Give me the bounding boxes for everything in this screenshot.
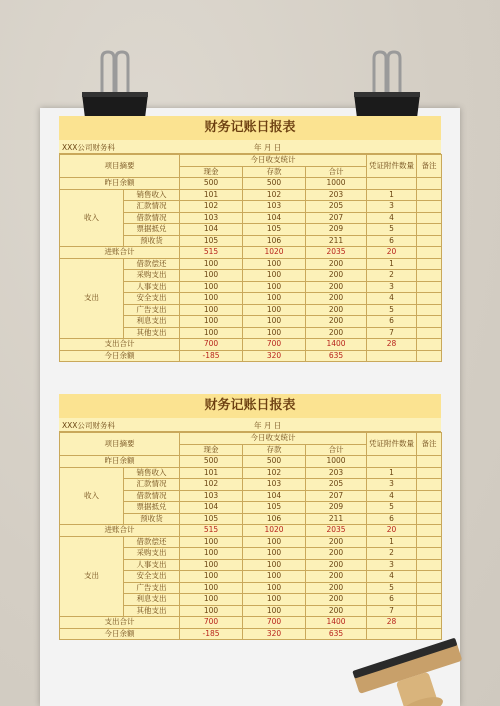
table-cell: 105 [243,502,306,514]
table-cell: 200 [306,258,367,270]
table-cell: 100 [243,281,306,293]
ledger-table [59,432,442,640]
table-cell: 100 [243,293,306,305]
table-cell [417,339,442,351]
table-cell [417,513,442,525]
expense-item-label: 广告支出 [124,304,180,316]
table-cell: 100 [180,605,243,617]
company-name: XXX公司财务科 [62,421,115,430]
table-cell: 105 [180,513,243,525]
table-cell: 100 [180,571,243,583]
table-cell [417,178,442,190]
table-cell [417,559,442,571]
table-cell [417,316,442,328]
today-balance-row [60,350,442,362]
date-label: 年 月 日 [254,143,282,152]
table-cell: 104 [243,490,306,502]
table-cell: 100 [243,548,306,560]
table-cell: 102 [180,201,243,213]
company-name: XXX公司财务科 [62,143,115,152]
table-cell: 100 [243,270,306,282]
table-cell: -185 [180,350,243,362]
table-cell: 100 [180,304,243,316]
table-cell: 200 [306,582,367,594]
table-cell: 6 [367,513,417,525]
header-total: 合计 [306,166,367,178]
table-cell [417,258,442,270]
expense-item-label: 借款偿还 [124,258,180,270]
expense-item-label: 借款偿还 [124,536,180,548]
income-item-label: 票据抵兑 [124,224,180,236]
table-cell: 100 [243,258,306,270]
table-cell: 100 [180,594,243,606]
report-sheet-2 [59,394,441,640]
table-cell [417,247,442,259]
table-cell: 3 [367,281,417,293]
table-cell: 320 [243,350,306,362]
table-cell: 500 [243,178,306,190]
expense-item-label: 其他支出 [124,327,180,339]
table-cell [417,594,442,606]
income-item-label: 票据抵兑 [124,502,180,514]
report-meta [59,140,441,154]
header-item: 项目摘要 [60,155,180,178]
table-cell [417,327,442,339]
table-cell: 106 [243,513,306,525]
table-cell [417,304,442,316]
header-total: 合计 [306,444,367,456]
table-cell: 1000 [306,456,367,468]
income-item-label: 借款情况 [124,212,180,224]
table-cell: 500 [180,178,243,190]
income-total-label: 进账合计 [60,247,180,259]
prev-balance-label: 昨日余额 [60,456,180,468]
table-cell: 104 [180,224,243,236]
table-cell: 100 [243,559,306,571]
table-cell [417,224,442,236]
table-cell: 5 [367,582,417,594]
table-cell: 700 [180,617,243,629]
expense-total-label: 支出合计 [60,617,180,629]
table-cell: 211 [306,235,367,247]
table-cell [417,456,442,468]
binder-clip-left-icon [78,50,152,126]
table-cell: 200 [306,316,367,328]
ledger-table [59,154,442,362]
table-cell: 5 [367,304,417,316]
expense-row [60,258,442,270]
table-cell: 2 [367,548,417,560]
table-cell: 105 [180,235,243,247]
expense-group-label: 支出 [60,258,124,339]
table-cell: 200 [306,571,367,583]
table-cell: 102 [243,189,306,201]
table-cell: 211 [306,513,367,525]
table-cell: 320 [243,628,306,640]
table-cell: 103 [243,479,306,491]
table-cell: 3 [367,201,417,213]
table-cell: 205 [306,201,367,213]
report-meta [59,418,441,432]
table-cell: 203 [306,467,367,479]
table-cell: 100 [180,582,243,594]
table-cell: 101 [180,467,243,479]
expense-item-label: 采购支出 [124,270,180,282]
table-cell [367,350,417,362]
table-cell [417,270,442,282]
table-cell: 103 [180,490,243,502]
table-cell: 100 [180,536,243,548]
table-cell: 203 [306,189,367,201]
today-balance-label: 今日余额 [60,628,180,640]
table-cell: 4 [367,293,417,305]
table-cell [417,617,442,629]
table-cell [417,467,442,479]
table-cell: 200 [306,281,367,293]
table-cell: 102 [243,467,306,479]
income-item-label: 汇款情况 [124,479,180,491]
table-cell [417,189,442,201]
expense-item-label: 利息支出 [124,316,180,328]
table-cell: -185 [180,628,243,640]
table-cell: 7 [367,327,417,339]
table-cell: 102 [180,479,243,491]
table-cell: 6 [367,594,417,606]
header-voucher: 凭证附件数量 [367,155,417,178]
table-cell: 100 [180,293,243,305]
header-row [60,155,442,167]
table-cell [417,350,442,362]
table-cell: 200 [306,605,367,617]
table-cell: 200 [306,594,367,606]
table-cell: 1 [367,536,417,548]
table-cell: 20 [367,525,417,537]
expense-item-label: 安全支出 [124,293,180,305]
table-cell: 500 [243,456,306,468]
expense-item-label: 安全支出 [124,571,180,583]
table-cell: 4 [367,490,417,502]
table-cell: 6 [367,235,417,247]
table-cell: 100 [180,281,243,293]
table-cell: 5 [367,224,417,236]
table-cell [417,605,442,617]
table-cell: 515 [180,247,243,259]
table-cell [417,582,442,594]
table-cell [417,235,442,247]
table-cell: 200 [306,536,367,548]
table-cell [417,479,442,491]
table-cell: 209 [306,224,367,236]
table-cell: 1400 [306,339,367,351]
wooden-stamp-icon [342,628,472,706]
table-cell: 700 [180,339,243,351]
table-cell: 200 [306,559,367,571]
income-row [60,189,442,201]
table-cell [417,293,442,305]
expense-item-label: 利息支出 [124,594,180,606]
table-cell: 635 [306,350,367,362]
table-cell: 200 [306,327,367,339]
income-item-label: 销售收入 [124,189,180,201]
income-total-row [60,247,442,259]
table-cell: 1000 [306,178,367,190]
table-cell: 100 [180,548,243,560]
table-cell: 207 [306,490,367,502]
table-cell: 6 [367,316,417,328]
table-cell [367,456,417,468]
header-daily-stats: 今日收支统计 [180,433,367,445]
table-cell: 1020 [243,247,306,259]
header-note: 备注 [417,433,442,456]
table-cell: 28 [367,617,417,629]
table-cell: 1400 [306,617,367,629]
table-cell: 1 [367,467,417,479]
today-balance-label: 今日余额 [60,350,180,362]
table-cell: 20 [367,247,417,259]
table-cell: 100 [180,316,243,328]
table-cell: 4 [367,571,417,583]
table-cell: 7 [367,605,417,617]
table-cell [417,490,442,502]
income-item-label: 预收货 [124,235,180,247]
report-title: 财务记账日报表 [59,394,441,418]
table-cell: 500 [180,456,243,468]
header-row [60,433,442,445]
table-cell: 515 [180,525,243,537]
table-cell: 200 [306,293,367,305]
prev-balance-row [60,178,442,190]
income-item-label: 汇款情况 [124,201,180,213]
expense-row [60,536,442,548]
expense-item-label: 其他支出 [124,605,180,617]
table-cell: 100 [243,327,306,339]
table-cell [367,178,417,190]
header-item: 项目摘要 [60,433,180,456]
table-cell: 1020 [243,525,306,537]
header-note: 备注 [417,155,442,178]
income-item-label: 借款情况 [124,490,180,502]
table-cell [417,281,442,293]
prev-balance-row [60,456,442,468]
table-cell: 205 [306,479,367,491]
expense-group-label: 支出 [60,536,124,617]
table-cell: 3 [367,479,417,491]
table-cell: 209 [306,502,367,514]
table-cell: 104 [180,502,243,514]
table-cell [417,201,442,213]
table-cell: 28 [367,339,417,351]
header-deposit: 存款 [243,166,306,178]
table-cell [417,502,442,514]
table-cell: 100 [243,316,306,328]
expense-item-label: 人事支出 [124,559,180,571]
expense-total-row [60,339,442,351]
date-label: 年 月 日 [254,421,282,430]
table-cell: 3 [367,559,417,571]
table-cell: 200 [306,548,367,560]
table-cell: 103 [180,212,243,224]
binder-clip-right-icon [350,50,424,126]
header-voucher: 凭证附件数量 [367,433,417,456]
income-total-label: 进账合计 [60,525,180,537]
table-cell: 100 [180,327,243,339]
header-cash: 现金 [180,166,243,178]
expense-item-label: 广告支出 [124,582,180,594]
header-deposit: 存款 [243,444,306,456]
income-item-label: 销售收入 [124,467,180,479]
income-group-label: 收入 [60,467,124,525]
table-cell: 2035 [306,525,367,537]
income-group-label: 收入 [60,189,124,247]
income-row [60,467,442,479]
table-cell: 100 [243,594,306,606]
table-cell: 2035 [306,247,367,259]
table-cell: 100 [180,258,243,270]
table-cell: 1 [367,189,417,201]
table-cell: 100 [180,270,243,282]
expense-item-label: 采购支出 [124,548,180,560]
expense-item-label: 人事支出 [124,281,180,293]
table-cell: 100 [243,571,306,583]
table-cell: 635 [306,628,367,640]
table-cell: 1 [367,258,417,270]
table-cell: 104 [243,212,306,224]
expense-total-label: 支出合计 [60,339,180,351]
table-cell: 700 [243,617,306,629]
table-cell: 103 [243,201,306,213]
header-cash: 现金 [180,444,243,456]
table-cell [417,212,442,224]
header-daily-stats: 今日收支统计 [180,155,367,167]
table-cell: 100 [243,582,306,594]
table-cell: 5 [367,502,417,514]
table-cell: 105 [243,224,306,236]
table-cell [417,536,442,548]
table-cell: 4 [367,212,417,224]
table-cell: 100 [180,559,243,571]
table-cell [417,525,442,537]
income-item-label: 预收货 [124,513,180,525]
table-cell: 100 [243,304,306,316]
table-cell: 207 [306,212,367,224]
table-cell: 101 [180,189,243,201]
table-cell [417,571,442,583]
table-cell: 2 [367,270,417,282]
table-cell: 106 [243,235,306,247]
report-title: 财务记账日报表 [59,116,441,140]
report-sheet-1 [59,116,441,362]
table-cell [417,548,442,560]
income-total-row [60,525,442,537]
table-cell: 200 [306,270,367,282]
table-cell: 200 [306,304,367,316]
table-cell: 100 [243,605,306,617]
expense-total-row [60,617,442,629]
table-cell: 100 [243,536,306,548]
table-cell: 700 [243,339,306,351]
prev-balance-label: 昨日余额 [60,178,180,190]
